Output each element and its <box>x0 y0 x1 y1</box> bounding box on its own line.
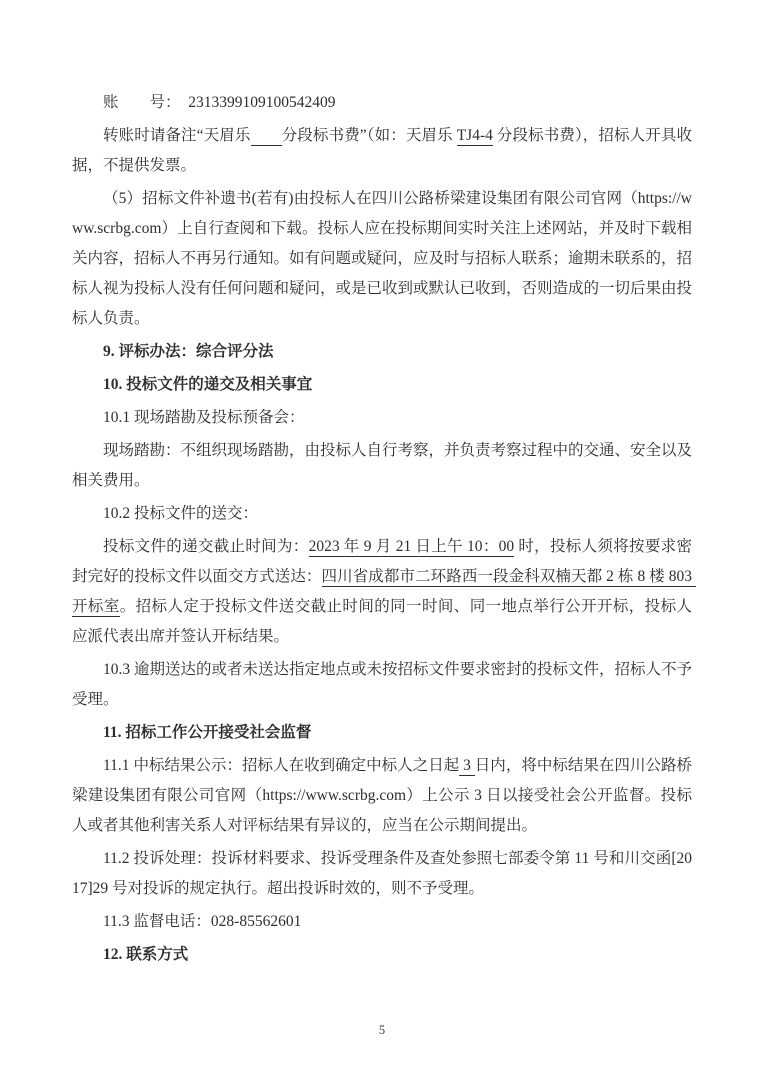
submission-deadline-underlined: 2023 年 9 月 21 日上午 10：00 <box>308 538 515 555</box>
award-text-pre: 11.1 中标结果公示：招标人在收到确定中标人之日起 <box>103 757 460 774</box>
fill-in-blank-underline <box>251 127 282 146</box>
section-award-announcement <box>72 751 692 841</box>
heading-public-supervision: 11. 招标工作公开接受社会监督 <box>103 724 312 741</box>
document-body <box>72 88 696 973</box>
transfer-note-text-pre: 转账时请备注“天眉乐 <box>103 127 251 144</box>
transfer-note-text-post: 分段标书费），招标人开具收据，不提供发票。 <box>72 127 692 174</box>
segment-code-underlined: TJ4-4 <box>456 127 493 144</box>
submission-text-mid: 时，投标人须将按要求密封完好的投标文件以面交方式送达： <box>72 538 692 585</box>
submission-text-post: 。招标人定于投标文件送交截止时间的同一时间、同一地点举行公开开标，投标人应派代表出席并签认开标结果。 <box>72 598 692 645</box>
heading-bid-submission: 10. 投标文件的递交及相关事宜 <box>103 376 313 393</box>
section-submission-body <box>72 532 696 652</box>
submission-text-pre: 投标文件的递交截止时间为： <box>103 538 309 555</box>
award-days-underlined: 3 <box>459 757 475 774</box>
transfer-note-paragraph <box>72 121 692 181</box>
section-complaint-handling: 11.2 投诉处理：投诉材料要求、投诉受理条件及查处参照七部委令第 11 号和川交函[2017]29 号对投诉的规定执行。超出投诉时效的，则不予受理。 <box>72 850 692 897</box>
section-submission-title: 10.2 投标文件的送交： <box>103 505 259 522</box>
page-number: 5 <box>378 1023 386 1037</box>
section-site-survey-title: 10.1 现场踏勘及投标预备会： <box>103 409 305 426</box>
submission-address-underlined: 四川省成都市二环路西一段金科双楠天都 2 栋 8 楼 803 开标室 <box>72 568 696 615</box>
transfer-note-text-mid: 分段标书费”（如：天眉乐 <box>281 127 457 144</box>
section-site-survey-body: 现场踏勘：不组织现场踏勘，由投标人自行考察，并负责考察过程中的交通、安全以及相关费用。 <box>72 442 693 489</box>
section-supervision-phone: 11.3 监督电话：028-85562601 <box>103 913 302 930</box>
section-late-delivery: 10.3 逾期送达的或者未送达指定地点或未按招标文件要求密封的投标文件，招标人不予受理。 <box>72 661 693 708</box>
award-text-post: 日内，将中标结果在四川公路桥梁建设集团有限公司官网（https://www.scrbg.com）上公示 3 日以接受社会公开监督。投标人或者其他利害关系人对评标结果有异议的，应当在公示期间提出。 <box>72 757 692 834</box>
heading-contact-info: 12. 联系方式 <box>103 946 189 963</box>
account-number-line: 账 号： 2313399109100542409 <box>103 94 336 111</box>
supplement-document-paragraph: （5）招标文件补遗书(若有)由投标人在四川公路桥梁建设集团有限公司官网（https://www.scrbg.com）上自行查阅和下载。投标人应在投标期间实时关注上述网站，并及时下载相关内容，招标人不再另行通知。如有问题或疑问，应及时与招标人联系；逾期未联系的，招标人视为投标人没有任何问题和疑问，或是已收到或默认已收到，否则造成的一切后果由投标人负责。 <box>72 190 693 327</box>
heading-evaluation-method: 9. 评标办法：综合评分法 <box>103 343 274 360</box>
